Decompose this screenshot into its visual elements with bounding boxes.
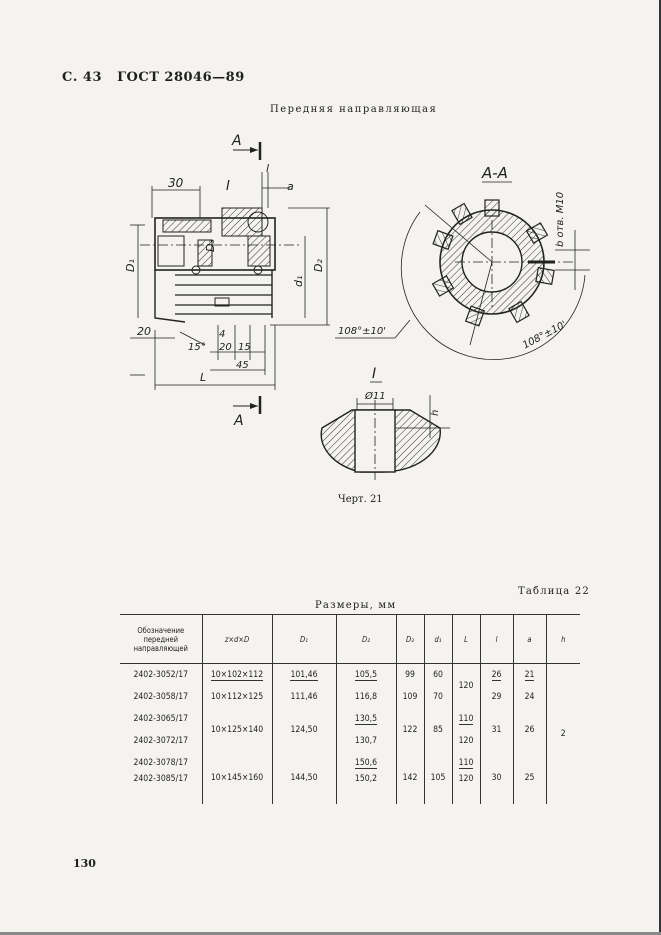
svg-text:d₁: d₁ (292, 275, 305, 287)
svg-text:D₂: D₂ (312, 259, 325, 272)
cut-marker-top (231, 133, 260, 160)
cut-label-top: А (232, 133, 242, 149)
svg-text:20: 20 (219, 342, 232, 353)
table-row: 2402-3058/17 10×112×125 111,46 116,8 109 70 29 24 (120, 686, 580, 708)
section-label: А-А (482, 164, 508, 182)
table-row: 2402-3085/17 150,2 120 (120, 774, 580, 804)
table-number: Таблица 22 (518, 586, 590, 597)
svg-text:20: 20 (137, 325, 151, 338)
svg-text:D₁: D₁ (124, 259, 137, 272)
standard-number: ГОСТ 28046—89 (117, 70, 245, 85)
page-number: 130 (73, 857, 96, 870)
svg-text:108°±10': 108°±10' (338, 326, 386, 337)
table-row: 2402-3052/17 10×102×112 101,46 105,5 99 60 120 26 21 2 (120, 664, 580, 687)
svg-text:a: a (287, 180, 294, 193)
col-header-d1: d₁ (424, 615, 452, 664)
col-header-h: h (546, 615, 580, 664)
col-header-l: l (480, 615, 513, 664)
col-header-D1: D₁ (272, 615, 336, 664)
svg-text:D₃: D₃ (204, 239, 217, 252)
svg-text:l: l (266, 162, 270, 175)
cut-label-bottom: А (234, 413, 244, 429)
table-row: 2402-3078/17 10×145×160 144,50 150,6 142 105 110 30 25 (120, 752, 580, 774)
svg-text:15: 15 (238, 342, 251, 353)
svg-text:h: h (430, 409, 441, 416)
svg-text:108°±10': 108°±10' (520, 319, 569, 352)
svg-text:45: 45 (236, 360, 249, 371)
svg-text:30: 30 (168, 176, 184, 190)
svg-text:L: L (200, 371, 207, 384)
detail-view (321, 366, 450, 480)
col-header-D2: D₂ (336, 615, 396, 664)
svg-text:15°: 15° (188, 342, 206, 353)
figure-caption: Черт. 21 (338, 494, 383, 505)
detail-label: I (372, 366, 377, 382)
table-row: 2402-3065/17 10×125×140 124,50 130,5 122 85 110 31 26 (120, 708, 580, 730)
svg-text:Ø11: Ø11 (365, 391, 386, 402)
col-header-a: a (513, 615, 546, 664)
col-header-zdD: z×d×D (202, 615, 272, 664)
side-view (130, 208, 300, 375)
detail-marker: I (226, 179, 230, 194)
col-header-code: Обозначение передней направляющей (120, 615, 202, 664)
svg-text:b отв. М10: b отв. М10 (555, 191, 566, 247)
table-row: 2402-3072/17 130,7 120 (120, 730, 580, 752)
drawing-title: Передняя направляющая (270, 104, 438, 115)
svg-text:4: 4 (219, 329, 226, 340)
dimensions-table (120, 614, 580, 804)
col-header-D3: D₃ (396, 615, 424, 664)
table-header-row (120, 615, 580, 664)
cut-marker-bottom (233, 396, 260, 429)
side-dim-labels (124, 162, 325, 384)
table-units: Размеры, мм (315, 600, 397, 611)
section-view (335, 164, 590, 360)
col-header-L: L (452, 615, 480, 664)
page-ref: С. 43 (62, 70, 102, 85)
